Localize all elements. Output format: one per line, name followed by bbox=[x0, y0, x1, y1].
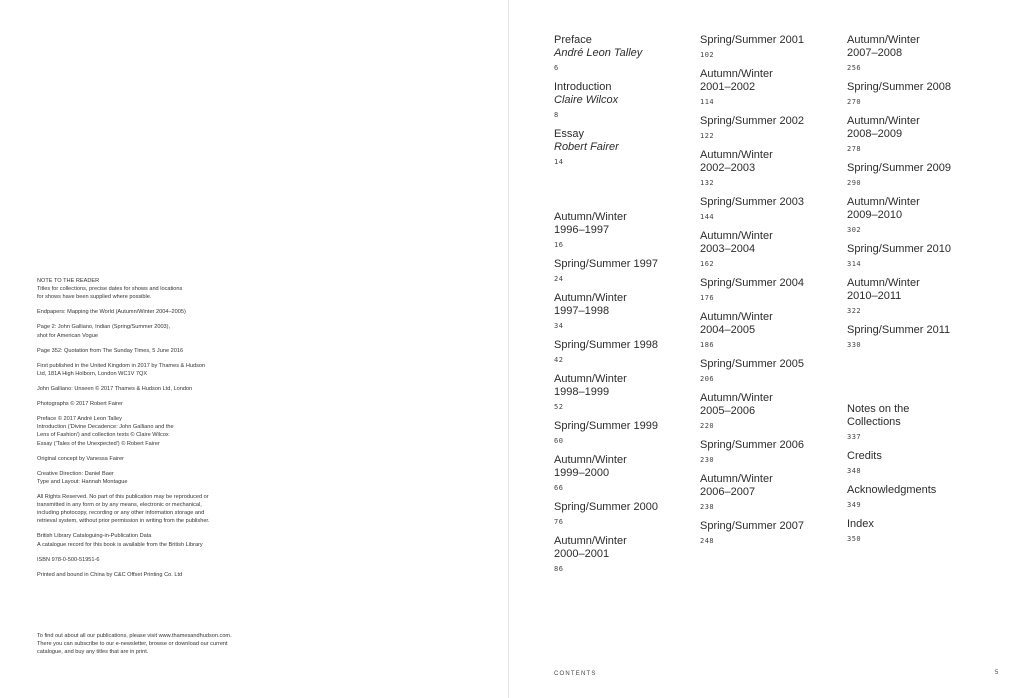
imprint-paragraph bbox=[37, 493, 277, 525]
text-line: for shows have been supplied where possible. bbox=[37, 294, 152, 301]
contents-entry[interactable] bbox=[700, 392, 835, 431]
text-line: First published in the United Kingdom in 2017 by Thames & Hudson bbox=[37, 362, 206, 369]
entry-title: Spring/Summer 2003 bbox=[700, 196, 804, 208]
entry-title: Credits bbox=[847, 450, 882, 462]
entry-num: 238 bbox=[700, 503, 715, 511]
contents-entry[interactable] bbox=[847, 115, 982, 154]
text-line: Page 2: John Galliano, Indian (Spring/Summer 2003), bbox=[37, 324, 171, 331]
contents-entry[interactable] bbox=[847, 518, 982, 544]
left-page bbox=[0, 0, 509, 698]
entry-title: Autumn/Winter bbox=[700, 392, 773, 404]
text-line: Titles for collections, precise dates for shows and locations bbox=[37, 286, 183, 293]
entry-num: 278 bbox=[847, 145, 862, 153]
entry-title: Autumn/Winter bbox=[847, 277, 920, 289]
entry-num: 322 bbox=[847, 307, 862, 315]
entry-title: 2001–2002 bbox=[700, 81, 756, 93]
section-gap bbox=[554, 175, 689, 211]
entry-num: 60 bbox=[554, 437, 564, 445]
entry-title: Autumn/Winter bbox=[554, 211, 627, 223]
entry-title: Autumn/Winter bbox=[847, 34, 920, 46]
imprint-paragraph bbox=[37, 323, 277, 339]
entry-title: Autumn/Winter bbox=[700, 230, 773, 242]
entry-title: Acknowledgments bbox=[847, 484, 937, 496]
text-line: catalogue, and buy any titles that are in print. bbox=[37, 649, 149, 656]
text-line: including photocopy, recording or any other information storage and bbox=[37, 510, 205, 517]
running-footer: CONTENTS bbox=[554, 671, 597, 677]
entry-num: 6 bbox=[554, 64, 559, 72]
entry-title: 2009–2010 bbox=[847, 209, 903, 221]
text-line: Essay ('Tales of the Unexpected') © Robert Fairer bbox=[37, 440, 160, 447]
contents-entry[interactable] bbox=[700, 68, 835, 107]
imprint-paragraph bbox=[37, 455, 277, 463]
contents-entry[interactable] bbox=[554, 420, 689, 446]
imprint-text bbox=[37, 277, 277, 656]
entry-title: Index bbox=[847, 518, 874, 530]
text-line: Creative Direction: Daniel Baer bbox=[37, 470, 114, 477]
contents-entry[interactable] bbox=[700, 520, 835, 546]
page-number: 5 bbox=[995, 670, 999, 676]
entry-author: André Leon Talley bbox=[554, 47, 643, 59]
entry-num: 102 bbox=[700, 51, 715, 59]
entry-title: Notes on the bbox=[847, 403, 910, 415]
contents-entry[interactable] bbox=[700, 358, 835, 384]
contents-entry[interactable] bbox=[554, 211, 689, 250]
contents-column-3 bbox=[847, 34, 982, 552]
text-line: Printed and bound in China by C&C Offset Printing Co. Ltd bbox=[37, 571, 183, 578]
contents-entry[interactable] bbox=[700, 149, 835, 188]
imprint-paragraph bbox=[37, 556, 277, 564]
entry-title: 2008–2009 bbox=[847, 128, 903, 140]
text-line: Preface © 2017 André Leon Talley bbox=[37, 416, 122, 423]
entry-title: 2010–2011 bbox=[847, 290, 902, 302]
entry-num: 302 bbox=[847, 226, 862, 234]
contents-entry[interactable] bbox=[700, 34, 835, 60]
entry-title: Autumn/Winter bbox=[847, 196, 920, 208]
section-gap bbox=[847, 358, 982, 403]
entry-num: 8 bbox=[554, 111, 559, 119]
entry-num: 14 bbox=[554, 158, 564, 166]
contents-entry[interactable] bbox=[554, 501, 689, 527]
contents-entry[interactable] bbox=[847, 484, 982, 510]
entry-num: 330 bbox=[847, 341, 862, 349]
contents-entry[interactable] bbox=[554, 292, 689, 331]
entry-title: 2000–2001 bbox=[554, 548, 610, 560]
contents-entry[interactable] bbox=[847, 243, 982, 269]
entry-num: 52 bbox=[554, 403, 564, 411]
entry-num: 350 bbox=[847, 535, 862, 543]
entry-title: 2007–2008 bbox=[847, 47, 903, 59]
entry-num: 122 bbox=[700, 132, 715, 140]
contents-entry[interactable] bbox=[700, 439, 835, 465]
imprint-paragraph bbox=[37, 385, 277, 393]
contents-entry[interactable] bbox=[847, 277, 982, 316]
text-line: John Galliano: Unseen © 2017 Thames & Hudson Ltd, London bbox=[37, 385, 193, 392]
entry-title: Spring/Summer 2009 bbox=[847, 162, 951, 174]
entry-title: Spring/Summer 2002 bbox=[700, 115, 804, 127]
entry-title: Spring/Summer 2007 bbox=[700, 520, 804, 532]
entry-title: 1998–1999 bbox=[554, 386, 610, 398]
text-line: Page 352: Quotation from The Sunday Times, 5 June 2016 bbox=[37, 347, 184, 354]
entry-num: 220 bbox=[700, 422, 715, 430]
entry-title: 2006–2007 bbox=[700, 486, 756, 498]
entry-num: 230 bbox=[700, 456, 715, 464]
entry-title: Collections bbox=[847, 416, 901, 428]
entry-title: 2003–2004 bbox=[700, 243, 756, 255]
entry-author: Claire Wilcox bbox=[554, 94, 619, 106]
contents-entry[interactable] bbox=[700, 277, 835, 303]
entry-title: Introduction bbox=[554, 81, 612, 93]
entry-num: 76 bbox=[554, 518, 564, 526]
imprint-paragraph bbox=[37, 347, 277, 355]
text-line: Endpapers: Mapping the World (Autumn/Winter 2004–2005) bbox=[37, 309, 186, 316]
contents-column-2 bbox=[700, 34, 835, 554]
imprint-blocks bbox=[37, 277, 277, 579]
imprint-paragraph bbox=[37, 470, 277, 486]
text-line: Ltd, 181A High Holborn, London WC1V 7QX bbox=[37, 370, 148, 377]
entry-num: 248 bbox=[700, 537, 715, 545]
entry-num: 16 bbox=[554, 241, 564, 249]
contents-entry[interactable] bbox=[554, 258, 689, 284]
text-line: NOTE TO THE READER bbox=[37, 278, 100, 284]
entry-title: Spring/Summer 2008 bbox=[847, 81, 951, 93]
entry-title: Autumn/Winter bbox=[554, 454, 627, 466]
entry-title: Spring/Summer 2010 bbox=[847, 243, 951, 255]
entry-num: 349 bbox=[847, 501, 862, 509]
entry-title: 2002–2003 bbox=[700, 162, 756, 174]
entry-num: 114 bbox=[700, 98, 715, 106]
entry-num: 270 bbox=[847, 98, 862, 106]
contents-entry[interactable] bbox=[700, 473, 835, 512]
entry-num: 314 bbox=[847, 260, 862, 268]
text-line: A catalogue record for this book is available from the British Library bbox=[37, 541, 203, 548]
imprint-paragraph bbox=[37, 571, 277, 579]
entry-title: Spring/Summer 2000 bbox=[554, 501, 658, 513]
entry-title: 1999–2000 bbox=[554, 467, 610, 479]
text-line: British Library Cataloguing-in-Publication Data bbox=[37, 533, 152, 540]
entry-title: Autumn/Winter bbox=[700, 473, 773, 485]
contents-entry[interactable] bbox=[847, 81, 982, 107]
text-line: Introduction ('Divine Decadence: John Galliano and the bbox=[37, 424, 174, 431]
entry-title: Autumn/Winter bbox=[554, 292, 627, 304]
text-line: shot for American Vogue bbox=[37, 332, 98, 339]
entry-title: Spring/Summer 2011 bbox=[847, 324, 951, 336]
entry-title: Essay bbox=[554, 128, 584, 140]
entry-title: Spring/Summer 2001 bbox=[700, 34, 804, 46]
entry-num: 132 bbox=[700, 179, 715, 187]
contents-entry[interactable] bbox=[554, 128, 689, 167]
entry-title: Spring/Summer 2005 bbox=[700, 358, 804, 370]
imprint-paragraph bbox=[37, 532, 277, 548]
entry-title: 1997–1998 bbox=[554, 305, 610, 317]
entry-num: 86 bbox=[554, 565, 564, 573]
text-line: All Rights Reserved. No part of this publication may be reproduced or bbox=[37, 493, 209, 500]
entry-title: Autumn/Winter bbox=[554, 535, 627, 547]
entry-num: 162 bbox=[700, 260, 715, 268]
entry-title: Spring/Summer 2006 bbox=[700, 439, 804, 451]
contents-entry[interactable] bbox=[554, 81, 689, 120]
contents-column-1 bbox=[554, 34, 689, 582]
text-line: To find out about all our publications, please visit www.thamesandhudson.com. bbox=[37, 633, 232, 639]
entry-num: 42 bbox=[554, 356, 564, 364]
publisher-note bbox=[37, 632, 277, 656]
text-line: transmitted in any form or by any means, electronic or mechanical, bbox=[37, 502, 202, 509]
contents-entry[interactable] bbox=[847, 403, 982, 442]
contents-entry[interactable] bbox=[554, 535, 689, 574]
entry-num: 24 bbox=[554, 275, 564, 283]
contents-entry[interactable] bbox=[554, 339, 689, 365]
entry-title: 2004–2005 bbox=[700, 324, 756, 336]
entry-title: Preface bbox=[554, 34, 592, 46]
contents-entry[interactable] bbox=[700, 196, 835, 222]
contents-entry[interactable] bbox=[554, 34, 689, 73]
text-line: Photographs © 2017 Robert Fairer bbox=[37, 401, 123, 408]
entry-num: 348 bbox=[847, 467, 862, 475]
text-line: There you can subscribe to our e-newsletter, browse or download our current bbox=[37, 641, 228, 648]
entry-num: 66 bbox=[554, 484, 564, 492]
entry-num: 186 bbox=[700, 341, 715, 349]
contents-entry[interactable] bbox=[554, 373, 689, 412]
entry-title: 2005–2006 bbox=[700, 405, 756, 417]
imprint-paragraph bbox=[37, 277, 277, 301]
imprint-paragraph bbox=[37, 400, 277, 408]
entry-title: Autumn/Winter bbox=[847, 115, 920, 127]
contents-entry[interactable] bbox=[554, 454, 689, 493]
text-line: retrieval system, without prior permission in writing from the publisher. bbox=[37, 518, 210, 525]
entry-title: Autumn/Winter bbox=[700, 149, 773, 161]
contents-entry[interactable] bbox=[700, 311, 835, 350]
contents-entry[interactable] bbox=[700, 115, 835, 141]
entry-title: Spring/Summer 2004 bbox=[700, 277, 804, 289]
contents-entry[interactable] bbox=[847, 324, 982, 350]
text-line: Type and Layout: Hannah Montague bbox=[37, 478, 128, 485]
contents-entry[interactable] bbox=[700, 230, 835, 269]
contents-entry[interactable] bbox=[847, 162, 982, 188]
entry-num: 337 bbox=[847, 433, 862, 441]
entry-num: 176 bbox=[700, 294, 715, 302]
imprint-paragraph bbox=[37, 362, 277, 378]
entry-title: 1996–1997 bbox=[554, 224, 610, 236]
entry-title: Spring/Summer 1998 bbox=[554, 339, 658, 351]
entry-title: Autumn/Winter bbox=[700, 311, 773, 323]
entry-author: Robert Fairer bbox=[554, 141, 619, 153]
entry-num: 256 bbox=[847, 64, 862, 72]
entry-title: Spring/Summer 1999 bbox=[554, 420, 658, 432]
imprint-paragraph bbox=[37, 308, 277, 316]
contents-entry[interactable] bbox=[847, 196, 982, 235]
text-line: Lens of Fashion') and collection texts © Claire Wilcox bbox=[37, 432, 169, 439]
entry-title: Autumn/Winter bbox=[700, 68, 773, 80]
entry-num: 34 bbox=[554, 322, 564, 330]
contents-entry[interactable] bbox=[847, 34, 982, 73]
entry-title: Spring/Summer 1997 bbox=[554, 258, 658, 270]
entry-title: Autumn/Winter bbox=[554, 373, 627, 385]
entry-num: 144 bbox=[700, 213, 715, 221]
imprint-paragraph bbox=[37, 415, 277, 447]
contents-entry[interactable] bbox=[847, 450, 982, 476]
entry-num: 206 bbox=[700, 375, 715, 383]
text-line: ISBN 978-0-500-51951-6 bbox=[37, 556, 100, 563]
text-line: Original concept by Vanessa Fairer bbox=[37, 455, 124, 462]
entry-num: 290 bbox=[847, 179, 862, 187]
